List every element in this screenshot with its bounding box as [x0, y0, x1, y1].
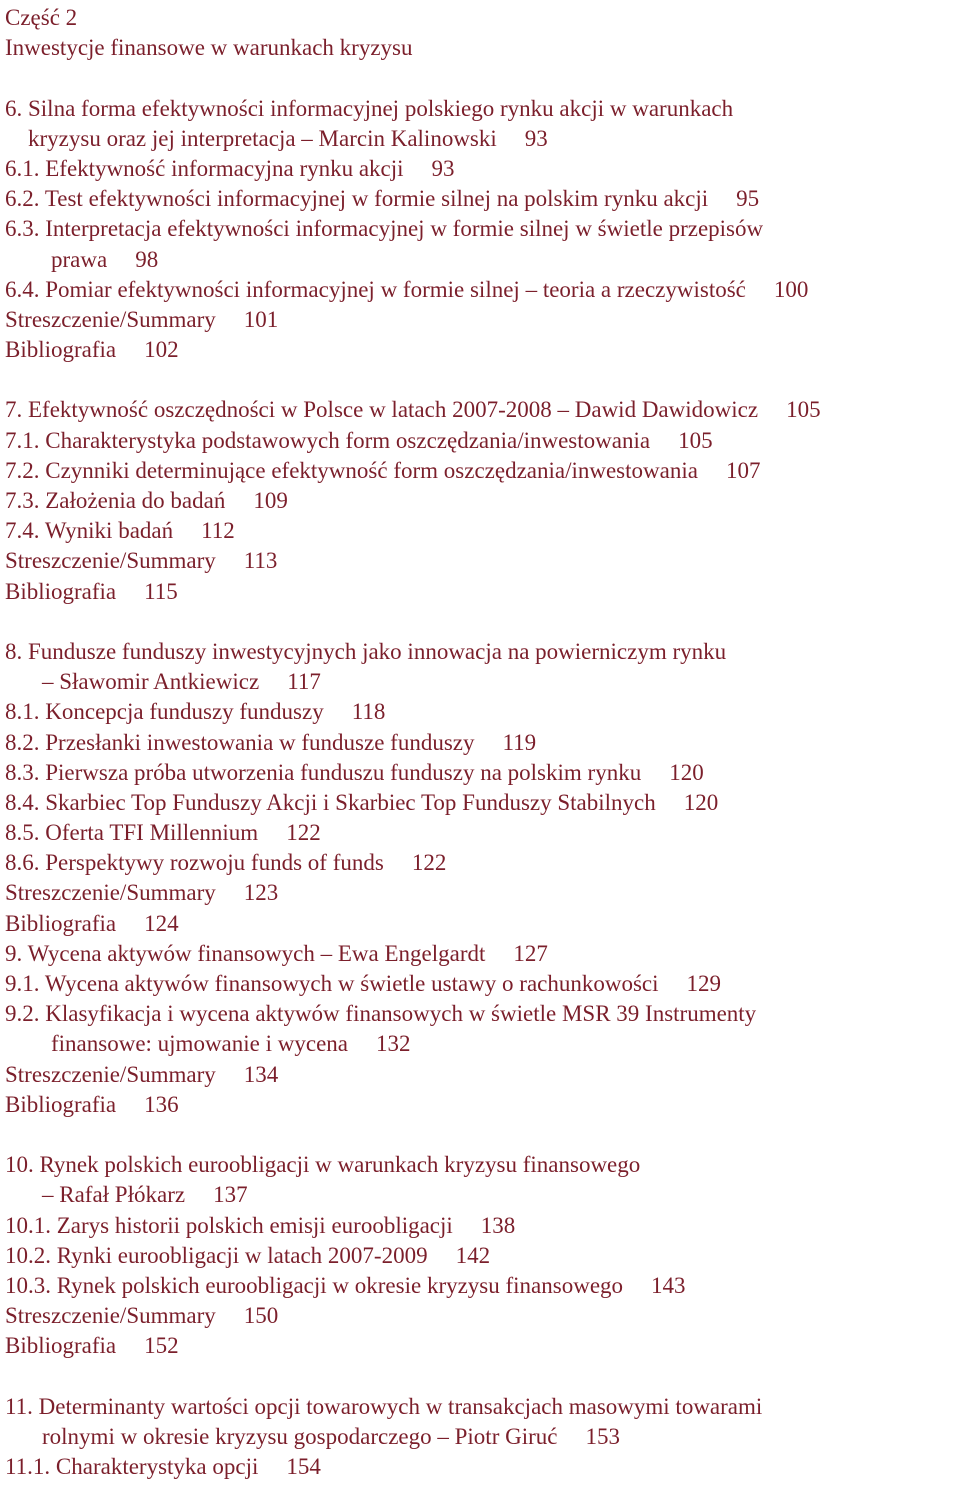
section-gap [5, 1361, 955, 1391]
toc-entry-title: 6. Silna forma efektywności informacyjnej polskiego rynku akcji w warunkach [5, 95, 734, 121]
toc-entry-page: 142 [455, 1242, 491, 1268]
toc-entry-page: 123 [243, 880, 279, 906]
toc-entry-title: 7.3. Założenia do badań [5, 488, 226, 513]
toc-entry-page: 93 [431, 155, 455, 181]
toc-entry [5, 516, 955, 546]
toc-entry [5, 1060, 955, 1090]
toc-entry-title: 9. Wycena aktywów finansowych – Ewa Engelgardt [5, 940, 486, 966]
toc-entry-title: prawa [51, 246, 108, 272]
toc-entry [5, 697, 955, 727]
toc-entry [5, 1392, 955, 1422]
chapter-block [5, 395, 955, 606]
toc-entry-title: 9.1. Wycena aktywów finansowych w świetle ustawy o rachunkowości [5, 971, 659, 996]
toc-entry-page: 118 [351, 699, 386, 725]
section-gap [5, 607, 955, 637]
toc-entry [5, 1211, 955, 1241]
toc-entry [5, 758, 955, 788]
section-gap [5, 365, 955, 395]
toc-entry-title: finansowe: ujmowanie i wycena [51, 1031, 348, 1057]
toc-entry-page: 124 [144, 910, 179, 936]
toc-entry-page: 132 [376, 1031, 411, 1057]
toc-entry [5, 1180, 955, 1210]
toc-entry-title: 8.6. Perspektywy rozwoju funds of funds [5, 850, 384, 876]
toc-entry-page: 93 [524, 125, 548, 151]
toc-entry-title: rolnymi w okresie kryzysu gospodarczego – Piotr Giruć [42, 1423, 558, 1449]
toc-entry-title: 10.2. Rynki euroobligacji w latach 2007-2009 [5, 1242, 428, 1268]
section-gap [5, 1120, 955, 1150]
toc-entry-page: 122 [286, 820, 321, 846]
toc-entry [5, 546, 955, 576]
chapter-block [5, 637, 955, 1120]
part-label: Część 2 [5, 5, 78, 30]
toc-entry-title: 10.3. Rynek polskich euroobligacji w okresie kryzysu finansowego [5, 1272, 624, 1298]
toc-entry-page: 107 [725, 457, 761, 483]
toc-entry [5, 1271, 955, 1301]
toc-entry [5, 969, 955, 999]
toc-entry [5, 848, 955, 878]
toc-entry [5, 1241, 955, 1271]
toc-entry-page: 105 [678, 427, 713, 453]
toc-entry-title: Bibliografia [5, 578, 117, 604]
toc-entry-title: 8.5. Oferta TFI Millennium [5, 820, 259, 846]
toc-entry [5, 124, 955, 154]
toc-entry-page: 101 [243, 306, 279, 332]
toc-entry [5, 878, 955, 908]
toc-entry [5, 154, 955, 184]
toc-entry-page: 112 [201, 518, 235, 544]
toc-entry [5, 818, 955, 848]
toc-entry-title: 7.2. Czynniki determinujące efektywność form oszczędzania/inwestowania [5, 457, 698, 483]
toc-entry-page: 136 [144, 1091, 179, 1117]
toc-entry-page: 120 [669, 759, 704, 785]
section-gap [5, 63, 955, 93]
toc-entry [5, 1029, 955, 1059]
toc-entry-title: 8.1. Koncepcja funduszy funduszy [5, 699, 324, 725]
table-of-contents [5, 3, 955, 1482]
toc-entry [5, 909, 955, 939]
toc-entry-page: 137 [213, 1182, 248, 1208]
toc-entry-page: 95 [736, 186, 760, 212]
toc-entry-title: – Sławomir Antkiewicz [42, 669, 260, 695]
toc-entry [5, 94, 955, 124]
toc-entry-title: 10. Rynek polskich euroobligacji w warunkach kryzysu finansowego [5, 1152, 641, 1178]
toc-entry [5, 456, 955, 486]
toc-entry-title: 10.1. Zarys historii polskich emisji euroobligacji [5, 1212, 453, 1238]
toc-entry-title: 7.4. Wyniki badań [5, 518, 174, 544]
toc-entry [5, 184, 955, 214]
toc-entry-title: 7. Efektywność oszczędności w Polsce w latach 2007-2008 – Dawid Dawidowicz [5, 397, 759, 423]
toc-entry [5, 395, 955, 425]
toc-entry-page: 129 [686, 971, 722, 996]
toc-entry [5, 1331, 955, 1361]
toc-entry-title: 8.2. Przesłanki inwestowania w fundusze funduszy [5, 729, 475, 755]
toc-entry [5, 999, 955, 1029]
toc-entry-title: Streszczenie/Summary [5, 880, 216, 906]
toc-entry-title: Bibliografia [5, 337, 117, 363]
chapter-block [5, 94, 955, 366]
toc-entry-page: 119 [502, 729, 537, 755]
toc-entry-title: 6.1. Efektywność informacyjna rynku akcji [5, 155, 404, 181]
toc-entry [5, 1150, 955, 1180]
toc-entry-title: 11.1. Charakterystyka opcji [5, 1454, 259, 1479]
toc-entry-title: 8. Fundusze funduszy inwestycyjnych jako innowacja na powierniczym rynku [5, 638, 727, 664]
toc-entry-title: Bibliografia [5, 1333, 117, 1359]
toc-entry-page: 98 [135, 246, 159, 272]
toc-entry-title: 7.1. Charakterystyka podstawowych form oszczędzania/inwestowania [5, 427, 651, 453]
toc-entry-title: 6.2. Test efektywności informacyjnej w formie silnej na polskim rynku akcji [5, 186, 709, 212]
chapter-block [5, 1150, 955, 1361]
toc-entry-page: 115 [144, 578, 178, 604]
toc-entry [5, 486, 955, 516]
toc-entry-page: 100 [773, 276, 809, 302]
toc-entry-title: Streszczenie/Summary [5, 1303, 216, 1329]
toc-entry-title: 8.3. Pierwsza próba utworzenia funduszu funduszy na polskim rynku [5, 759, 642, 785]
toc-entry [5, 939, 955, 969]
toc-entry-title: 9.2. Klasyfikacja i wycena aktywów finansowych w świetle MSR 39 Instrumenty [5, 1001, 757, 1027]
toc-entry-page: 113 [243, 548, 278, 574]
toc-entry-title: kryzysu oraz jej interpretacja – Marcin Kalinowski [28, 125, 497, 151]
toc-entry-title: – Rafał Płókarz [42, 1182, 186, 1208]
toc-entry-title: 8.4. Skarbiec Top Funduszy Akcji i Skarbiec Top Funduszy Stabilnych [5, 789, 656, 815]
toc-entry-page: 122 [411, 850, 447, 876]
toc-entry-title: Bibliografia [5, 1091, 117, 1117]
toc-entry [5, 275, 955, 305]
toc-entry [5, 1090, 955, 1120]
toc-entry-page: 154 [286, 1454, 321, 1479]
toc-entry-page: 150 [243, 1303, 279, 1329]
toc-entry [5, 637, 955, 667]
toc-entry [5, 305, 955, 335]
toc-entry-title: Bibliografia [5, 910, 117, 936]
toc-entry-page: 105 [786, 397, 821, 423]
chapters-list [5, 94, 955, 1483]
toc-entry-page: 120 [683, 789, 719, 815]
toc-entry-title: Streszczenie/Summary [5, 306, 216, 332]
toc-entry-page: 143 [651, 1272, 686, 1298]
toc-entry-page: 117 [287, 669, 321, 695]
toc-entry [5, 245, 955, 275]
toc-entry [5, 335, 955, 365]
toc-entry [5, 1422, 955, 1452]
toc-entry [5, 1301, 955, 1331]
toc-entry-title: 6.3. Interpretacja efektywności informacyjnej w formie silnej w świetle przepisów [5, 216, 764, 242]
toc-entry-title: Streszczenie/Summary [5, 1061, 216, 1087]
toc-entry-page: 102 [144, 337, 179, 363]
toc-entry-page: 138 [480, 1212, 516, 1238]
toc-entry-title: 6.4. Pomiar efektywności informacyjnej w formie silnej – teoria a rzeczywistość [5, 276, 746, 302]
toc-entry [5, 1452, 955, 1482]
toc-entry-page: 152 [144, 1333, 179, 1359]
toc-entry-page: 127 [513, 940, 548, 966]
toc-entry [5, 214, 955, 244]
toc-entry-page: 153 [585, 1423, 620, 1449]
toc-entry-page: 134 [243, 1061, 279, 1087]
toc-entry-page: 109 [253, 488, 288, 513]
toc-entry-title: Streszczenie/Summary [5, 548, 216, 574]
toc-entry [5, 728, 955, 758]
toc-entry-title: 11. Determinanty wartości opcji towarowych w transakcjach masowymi towarami [5, 1393, 763, 1419]
toc-entry [5, 667, 955, 697]
toc-entry [5, 426, 955, 456]
toc-entry [5, 788, 955, 818]
part-title: Inwestycje finansowe w warunkach kryzysu [5, 35, 413, 61]
toc-entry [5, 577, 955, 607]
chapter-block [5, 1392, 955, 1483]
